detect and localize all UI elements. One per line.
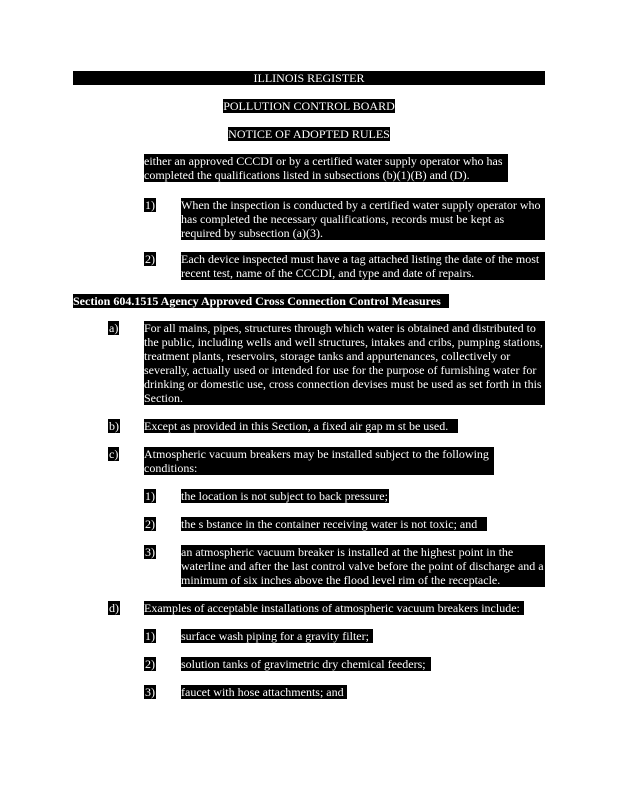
subsection-text: Examples of acceptable installations of atmospheric vacuum breakers include: [144,601,524,615]
item-label: 2) [145,517,155,531]
item-label: 2) [145,252,155,266]
subsection-label: d) [109,601,119,615]
item-text: an atmospheric vacuum breaker is installed at the highest point in the waterline and after the last control valve before the point of discharge and a minimum of six inches above the flood level rim of the receptacle. [181,545,544,587]
section-title: Section 604.1515 Agency Approved Cross Connection Control Measures [73,294,449,308]
board-header-line [0,99,618,113]
item-label: 1) [145,198,155,212]
register-header: ILLINOIS REGISTER [73,71,545,85]
subsection-text: Atmospheric vacuum breakers may be installed subject to the following conditions: [144,447,494,475]
item-text: When the inspection is conducted by a certified water supply operator who has completed the necessary qualifications, records must be kept as required by subsection (a)(3). [181,198,545,240]
item-label: 1) [145,629,155,643]
notice-header-line [0,127,618,141]
subsection-text: For all mains, pipes, structures through which water is obtained and distributed to the public, including wells and well structures, intakes and cribs, pumping stations, treatment plants, reservoirs, storage tanks and appurtenances, collectively or severally, actually used or intended for use for the purpose of furnishing water for drinking or domestic use, cross connection devises must be used as set forth in this Section. [144,321,545,405]
notice-header: NOTICE OF ADOPTED RULES [228,127,390,141]
item-text: faucet with hose attachments; and [181,685,347,699]
item-text: surface wash piping for a gravity filter; [181,629,373,643]
subsection-label: b) [109,419,119,433]
board-header: POLLUTION CONTROL BOARD [223,99,395,113]
intro-paragraph: either an approved CCCDI or by a certified water supply operator who has completed the qualifications listed in subsections (b)(1)(B) and (D). [144,154,508,182]
item-label: 2) [145,657,155,671]
subsection-text: Except as provided in this Section, a fixed air gap m st be used. [144,419,458,433]
item-text: the s bstance in the container receiving water is not toxic; and [181,517,487,531]
subsection-label: c) [109,447,119,461]
item-text: the location is not subject to back pressure; [181,489,388,503]
item-label: 1) [145,489,155,503]
item-text: Each device inspected must have a tag attached listing the date of the most recent test, name of the CCCDI, and type and date of repairs. [181,252,545,280]
subsection-label: a) [109,321,119,335]
item-text: solution tanks of gravimetric dry chemical feeders; [181,657,431,671]
item-label: 3) [145,545,155,559]
item-label: 3) [145,685,155,699]
